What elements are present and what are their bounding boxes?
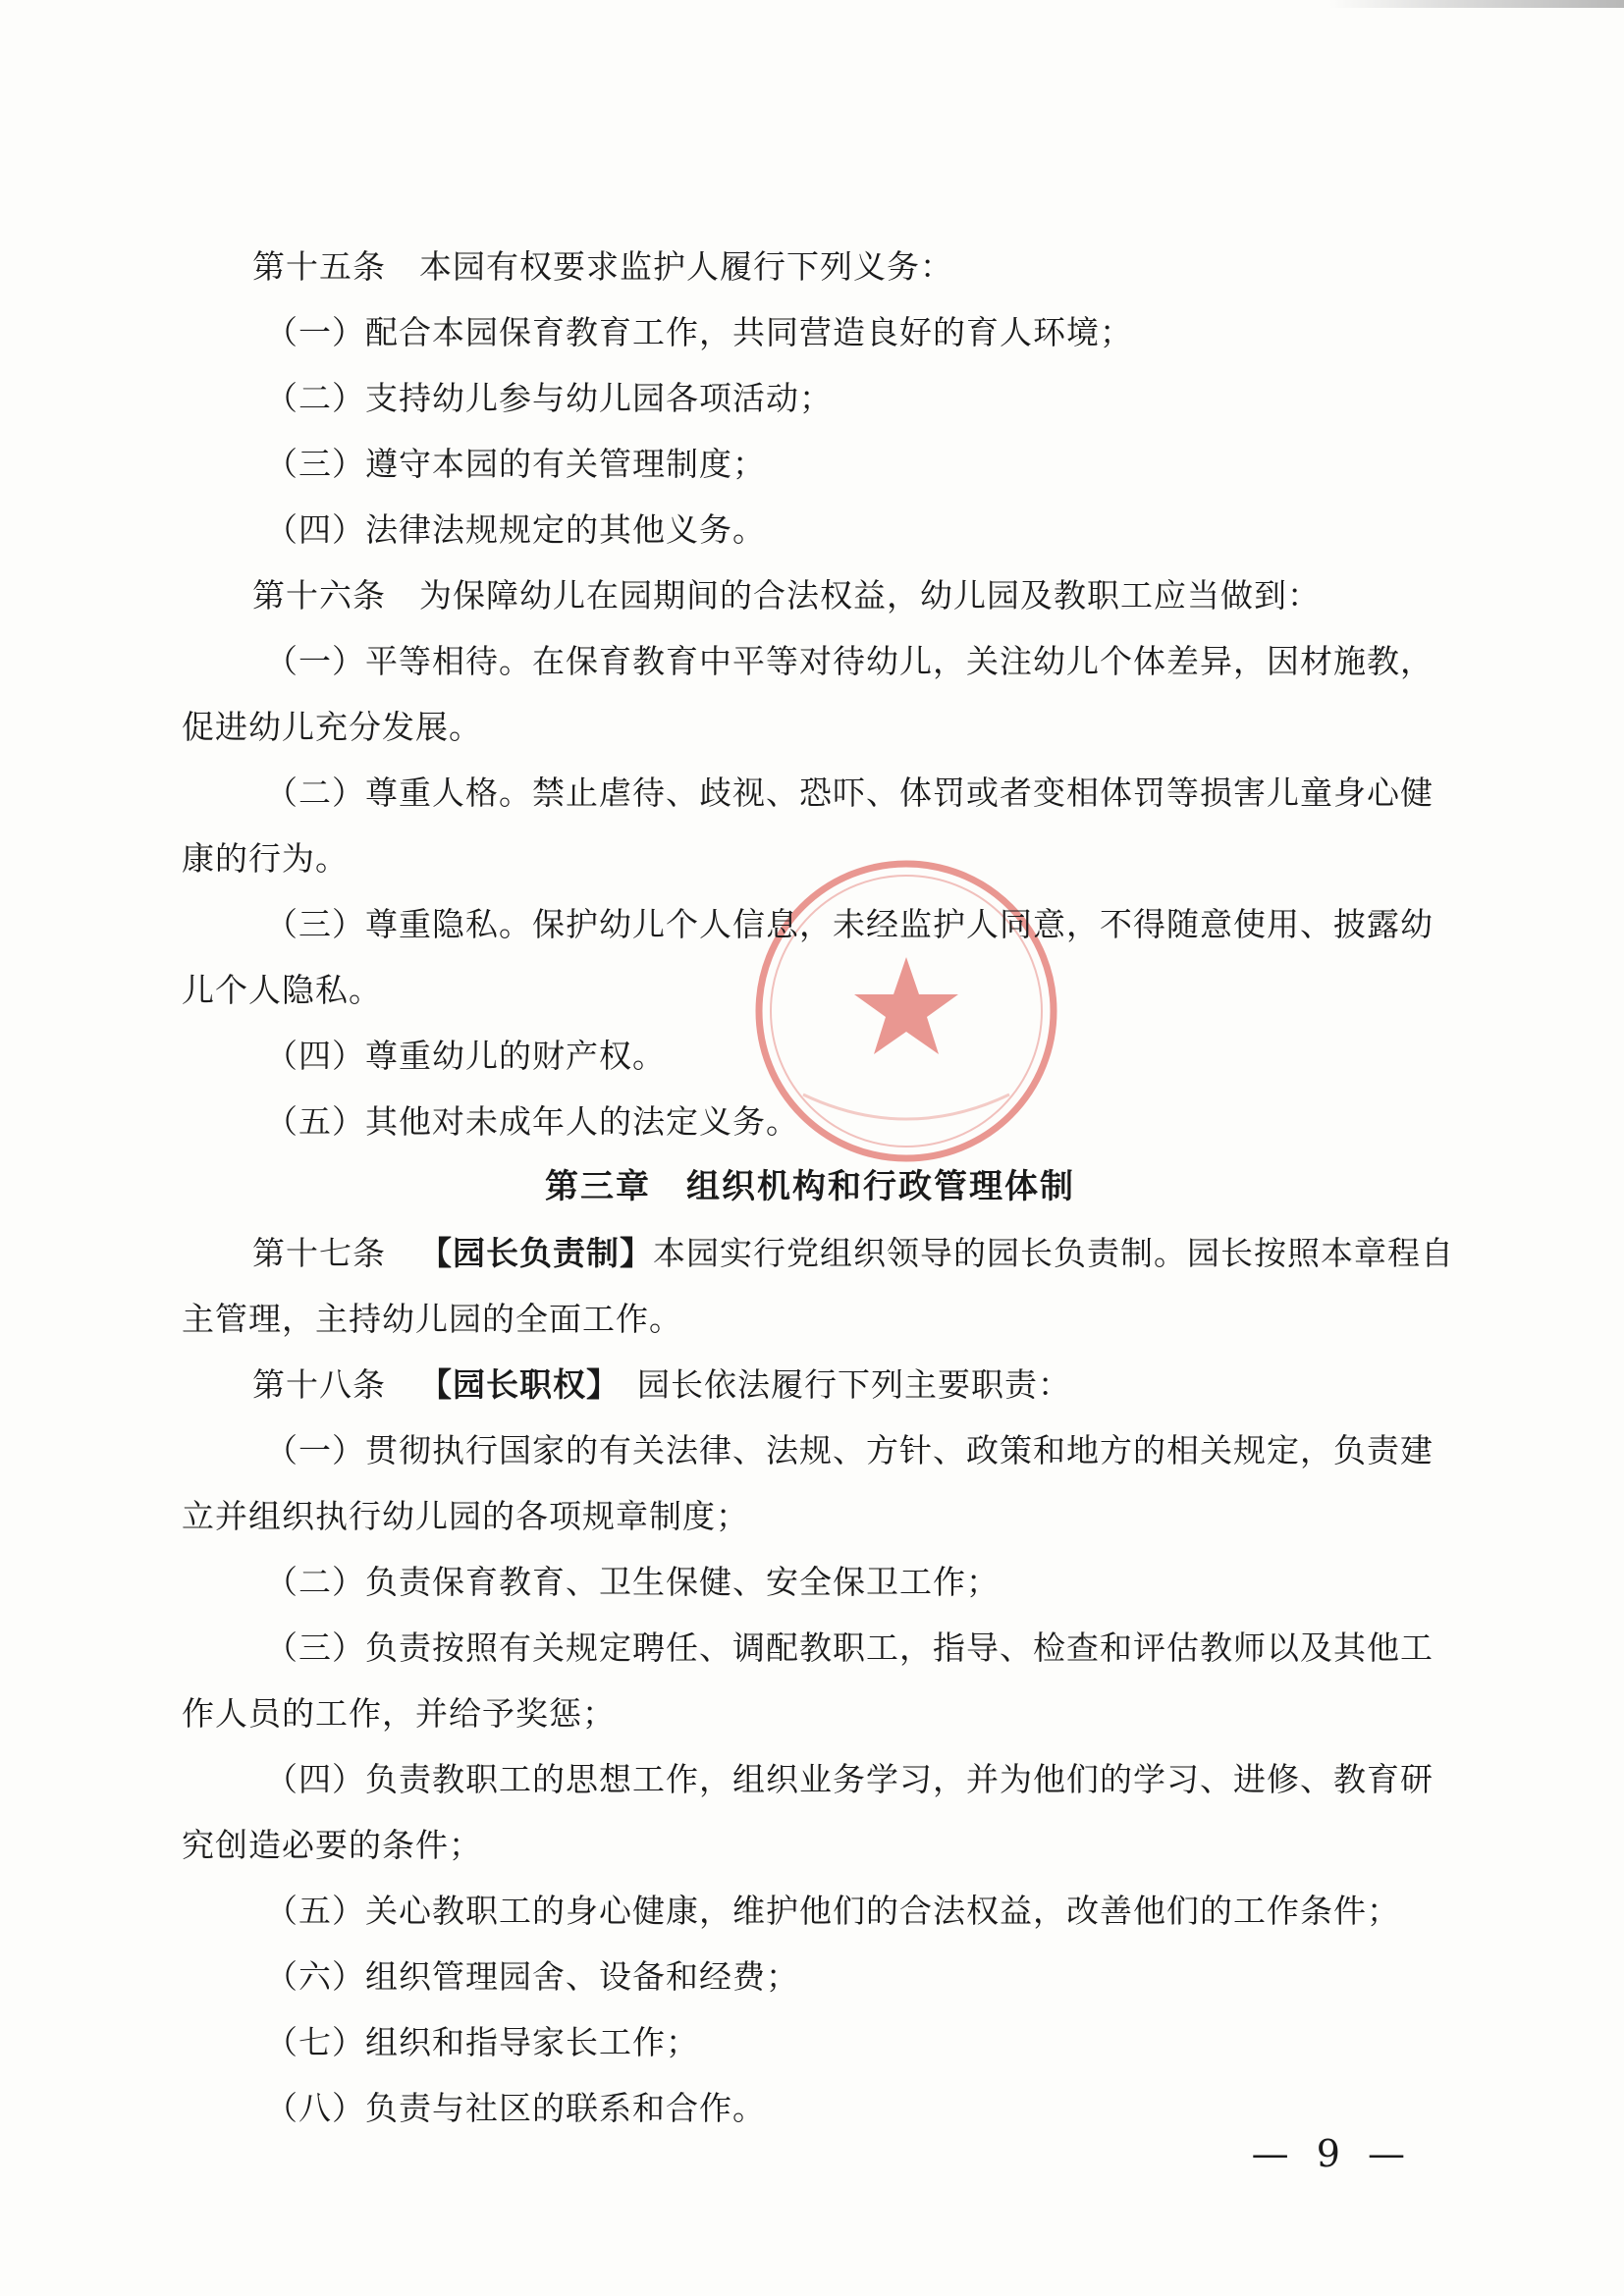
- article-17-tag: 【园长负责制】: [419, 1234, 653, 1272]
- article-18-item-1: （一）贯彻执行国家的有关法律、法规、方针、政策和地方的相关规定，负责建: [265, 1431, 1434, 1469]
- chapter-heading: 第三章 组织机构和行政管理体制: [545, 1167, 1075, 1206]
- page-number: — 9 —: [1251, 2132, 1413, 2175]
- article-15-item-4: （四）法律法规规定的其他义务。: [265, 510, 766, 549]
- article-16-item-3: （三）尊重隐私。保护幼儿个人信息，未经监护人同意，不得随意使用、披露幼: [265, 905, 1434, 943]
- article-16-item-3-cont: 儿个人隐私。: [182, 971, 382, 1009]
- article-18: [182, 1352, 1438, 1417]
- scan-edge-mark: [1329, 0, 1624, 8]
- article-16: 第十六条 为保障幼儿在园期间的合法权益，幼儿园及教职工应当做到：: [252, 576, 1321, 614]
- article-18-item-2: （二）负责保育教育、卫生保健、安全保卫工作；: [265, 1563, 1000, 1601]
- article-17: [182, 1220, 1454, 1286]
- article-16-item-1: （一）平等相待。在保育教育中平等对待幼儿，关注幼儿个体差异，因材施教，: [265, 642, 1434, 680]
- article-18-item-3-cont: 作人员的工作，并给予奖惩；: [182, 1694, 616, 1733]
- article-16-item-5: （五）其他对未成年人的法定义务。: [265, 1102, 799, 1141]
- article-18-item-4: （四）负责教职工的思想工作，组织业务学习，并为他们的学习、进修、教育研: [265, 1760, 1434, 1798]
- article-17-cont: 主管理，主持幼儿园的全面工作。: [182, 1300, 682, 1338]
- article-18-prefix: 第十八条: [252, 1365, 386, 1404]
- article-16-item-1-cont: 促进幼儿充分发展。: [182, 708, 482, 746]
- article-15-item-3: （三）遵守本园的有关管理制度；: [265, 445, 766, 483]
- document-body: [182, 234, 1454, 2141]
- article-18-item-7: （七）组织和指导家长工作；: [265, 2023, 699, 2061]
- article-18-tag: 【园长职权】: [419, 1365, 620, 1404]
- article-18-text: 园长依法履行下列主要职责：: [637, 1365, 1071, 1404]
- article-17-prefix: 第十七条: [252, 1234, 386, 1272]
- article-15-item-2: （二）支持幼儿参与幼儿园各项活动；: [265, 379, 833, 417]
- article-18-item-8: （八）负责与社区的联系和合作。: [265, 2089, 766, 2127]
- article-16-item-2: （二）尊重人格。禁止虐待、歧视、恐吓、体罚或者变相体罚等损害儿童身心健: [265, 774, 1434, 812]
- article-16-item-4: （四）尊重幼儿的财产权。: [265, 1037, 666, 1075]
- article-15: 第十五条 本园有权要求监护人履行下列义务：: [252, 247, 953, 286]
- article-18-item-4-cont: 究创造必要的条件；: [182, 1826, 482, 1864]
- article-18-item-5: （五）关心教职工的身心健康，维护他们的合法权益，改善他们的工作条件；: [265, 1892, 1400, 1930]
- article-17-text: 本园实行党组织领导的园长负责制。园长按照本章程自: [653, 1234, 1454, 1272]
- article-16-item-2-cont: 康的行为。: [182, 839, 349, 878]
- article-15-item-1: （一）配合本园保育教育工作，共同营造良好的育人环境；: [265, 313, 1133, 351]
- article-18-item-6: （六）组织管理园舍、设备和经费；: [265, 1957, 799, 1996]
- article-18-item-1-cont: 立并组织执行幼儿园的各项规章制度；: [182, 1497, 749, 1535]
- article-18-item-3: （三）负责按照有关规定聘任、调配教职工，指导、检查和评估教师以及其他工: [265, 1629, 1434, 1667]
